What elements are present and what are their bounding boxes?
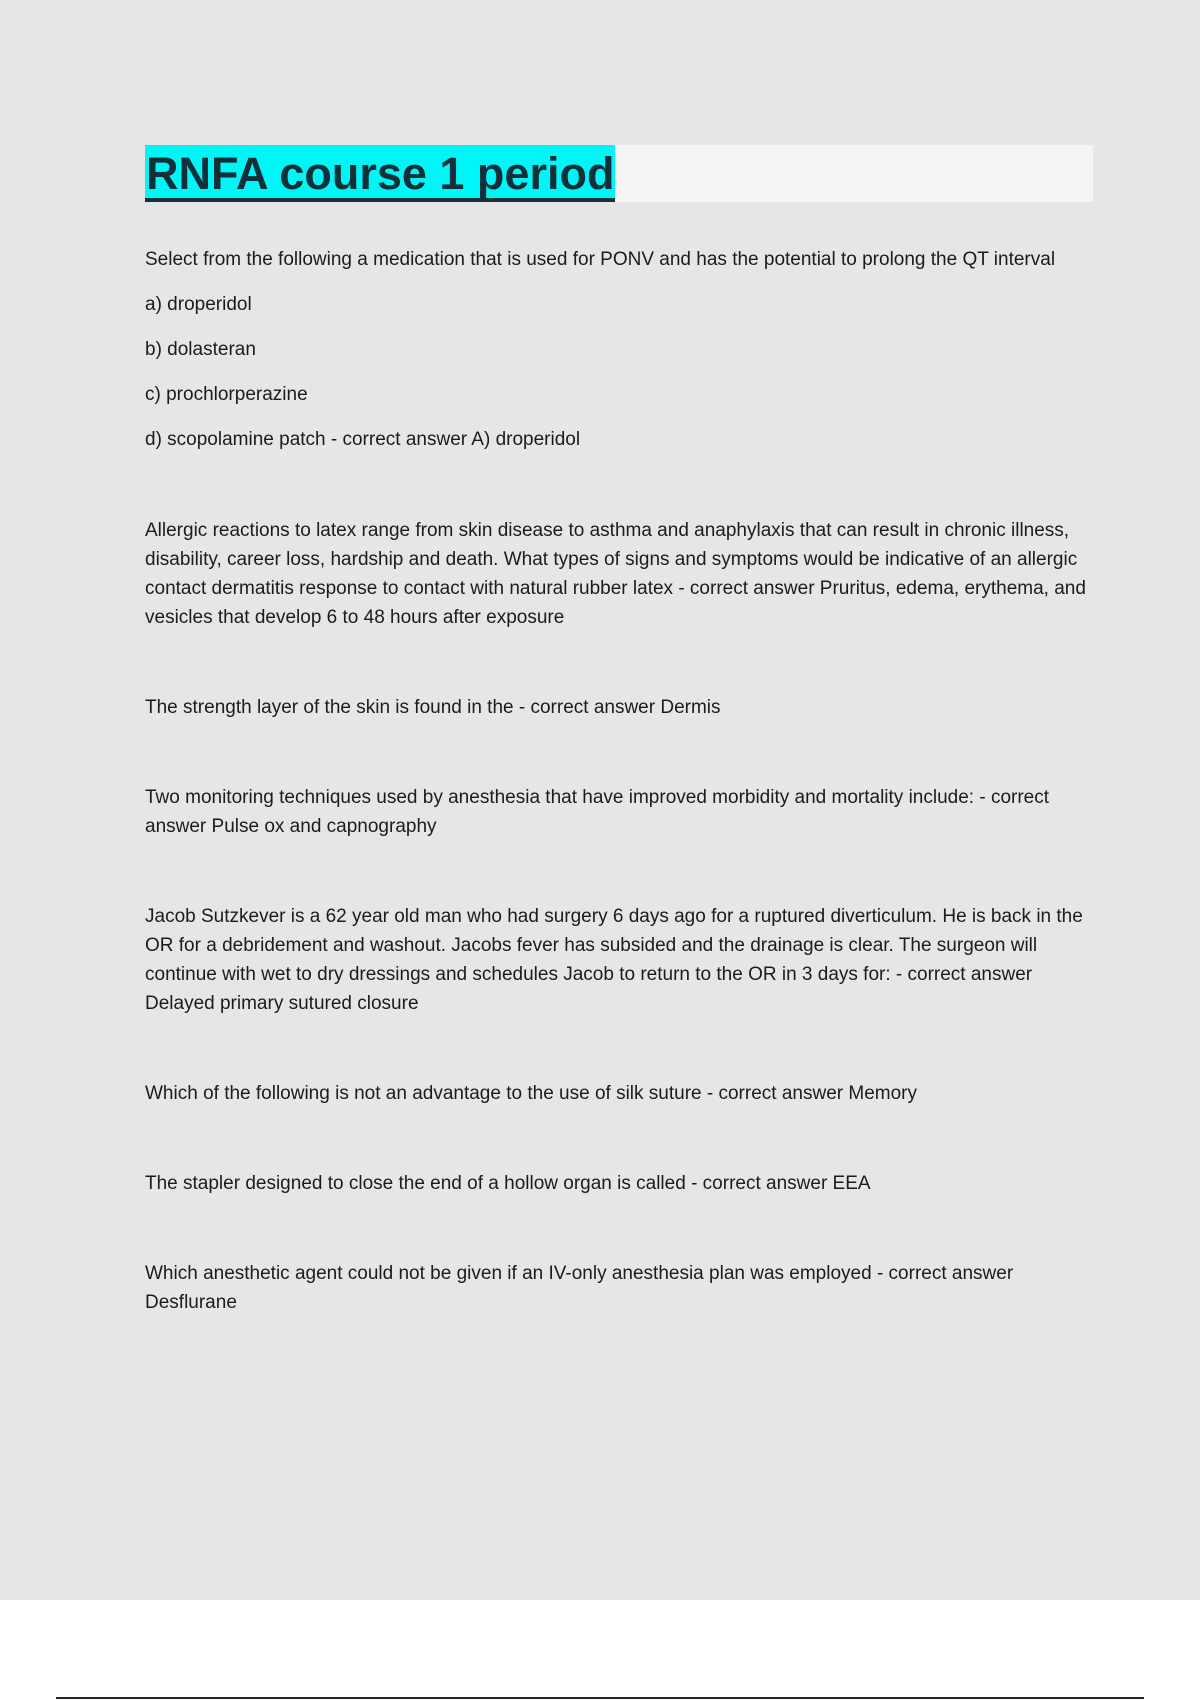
page-footer [0, 1600, 1200, 1700]
question-text: Select from the following a medication that is used for PONV and has the potential to prolong the QT interval [145, 249, 1056, 270]
document-body [145, 245, 1095, 1317]
question-block-7 [145, 1169, 1095, 1198]
question-block-1 [145, 245, 1095, 454]
question-text: Which of the following is not an advantage to the use of silk suture - correct answer Memory [145, 1083, 917, 1104]
answer-option-a: a) droperidol [145, 294, 252, 315]
question-text: The stapler designed to close the end of a hollow organ is called - correct answer EEA [145, 1173, 871, 1194]
answer-option-d: d) scopolamine patch - correct answer A) droperidol [145, 429, 581, 450]
question-text: The strength layer of the skin is found in the - correct answer Dermis [145, 697, 721, 718]
question-block-6 [145, 1079, 1095, 1108]
question-block-4 [145, 783, 1095, 841]
answer-option-c: c) prochlorperazine [145, 384, 308, 405]
answer-option-b: b) dolasteran [145, 339, 256, 360]
question-block-2 [145, 516, 1095, 632]
question-block-5 [145, 902, 1095, 1018]
question-block-3 [145, 693, 1095, 722]
document-title: RNFA course 1 period [145, 145, 615, 202]
question-text: Jacob Sutzkever is a 62 year old man who had surgery 6 days ago for a ruptured diverticulum. He is back in the OR for a debridement and washout. Jacobs fever has subsided and the drainage is clear. The surgeon will continue with wet to dry dressings and schedules Jacob to return to the OR in 3 days for: - correct answer Delayed primary sutured closure [145, 906, 1083, 1014]
question-block-8 [145, 1259, 1095, 1317]
footer-divider [56, 1697, 1144, 1699]
question-text: Allergic reactions to latex range from skin disease to asthma and anaphylaxis that can result in chronic illness, disability, career loss, hardship and death. What types of signs and symptoms would be indicative of an allergic contact dermatitis response to contact with natural rubber latex - correct answer Pruritus, edema, erythema, and vesicles that develop 6 to 48 hours after exposure [145, 520, 1086, 628]
question-text: Two monitoring techniques used by anesthesia that have improved morbidity and mortality include: - correct answer Pulse ox and capnography [145, 787, 1050, 837]
question-text: Which anesthetic agent could not be given if an IV-only anesthesia plan was employed - correct answer Desflurane [145, 1263, 1014, 1313]
